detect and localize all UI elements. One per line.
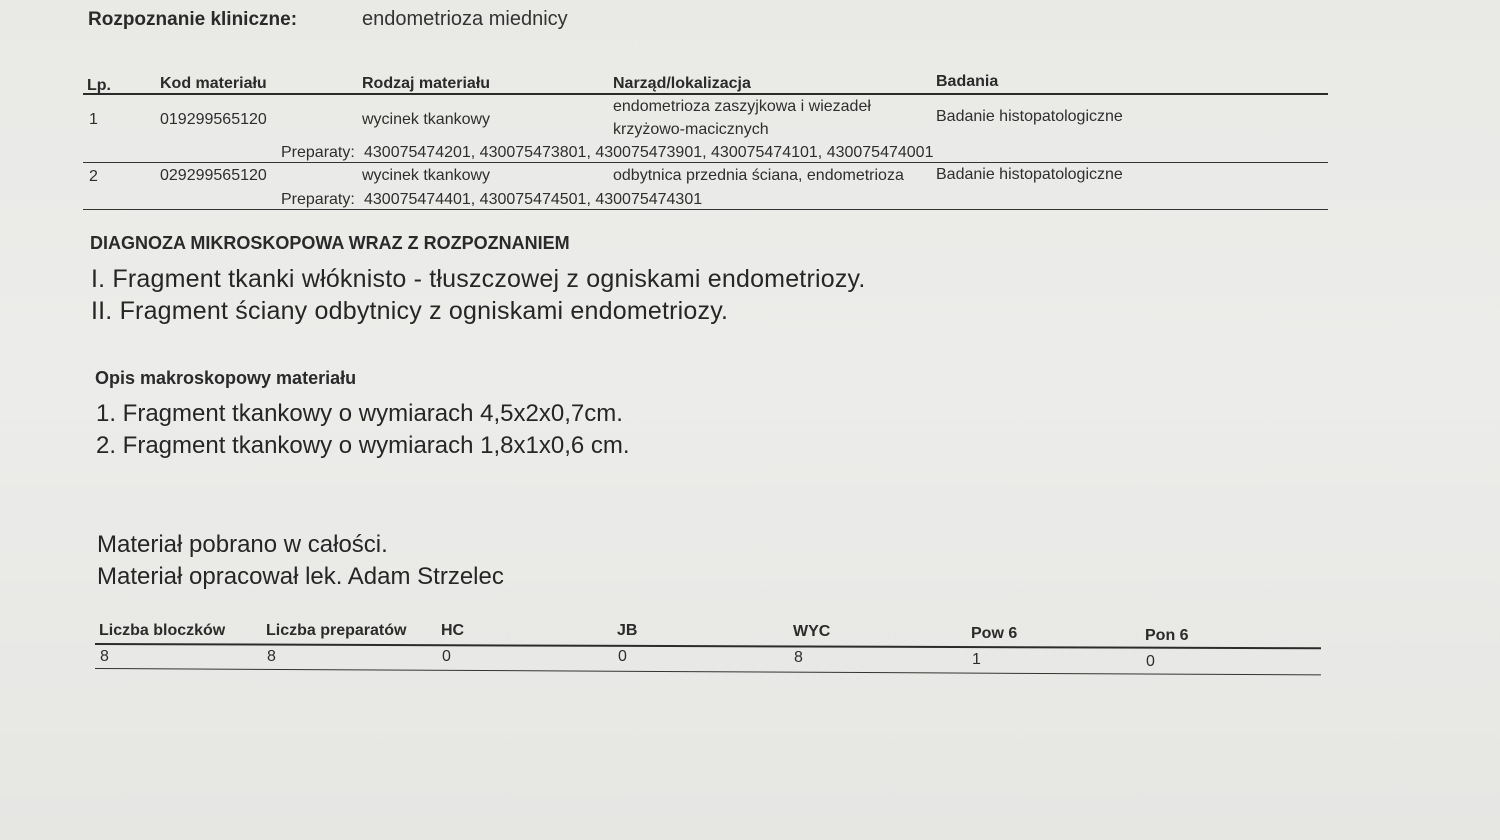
row1-prep-values: 430075474201, 430075473801, 430075473901, 430075474101, 430075474001 (364, 144, 934, 161)
row2-prep-label: Preparaty: (281, 191, 355, 208)
diagnosis-line-1: I. Fragment tkanki włóknisto - tłuszczowej z ogniskami endometriozy. (91, 265, 866, 293)
count-header-jb: JB (617, 622, 638, 639)
row1-prep-label: Preparaty: (281, 144, 355, 161)
count-value-pow6: 1 (972, 651, 981, 668)
count-header-pow6: Pow 6 (971, 625, 1018, 642)
diagnosis-heading: DIAGNOZA MIKROSKOPOWA WRAZ Z ROZPOZNANIEM (90, 233, 570, 253)
count-value-blocks: 8 (100, 648, 109, 665)
clinical-diagnosis-value: endometrioza miednicy (362, 8, 568, 30)
note-prepared-by: Materiał opracował lek. Adam Strzelec (97, 563, 504, 590)
row1-type: wycinek tkankowy (362, 111, 491, 128)
diagnosis-line-2: II. Fragment ściany odbytnicy z ogniskami endometriozy. (91, 297, 729, 325)
note-collected: Materiał pobrano w całości. (97, 531, 388, 558)
macro-heading: Opis makroskopowy materiału (95, 368, 357, 388)
count-header-slides: Liczba preparatów (266, 622, 407, 639)
row2-test: Badanie histopatologiczne (936, 166, 1123, 183)
count-value-wyc: 8 (794, 649, 803, 666)
row2-code: 029299565120 (160, 167, 267, 184)
col-header-tests: Badania (936, 73, 999, 90)
count-header-pon6: Pon 6 (1145, 627, 1189, 644)
count-header-blocks: Liczba bloczków (99, 622, 226, 639)
count-value-jb: 0 (618, 648, 627, 665)
col-header-location: Narząd/lokalizacja (613, 75, 751, 92)
row1-location-line2: krzyżowo-macicznych (613, 121, 769, 138)
clinical-diagnosis-label: Rozpoznanie kliniczne: (88, 9, 298, 30)
count-value-hc: 0 (442, 648, 451, 665)
row1-lp: 1 (89, 111, 98, 128)
col-header-type: Rodzaj materiału (362, 75, 491, 92)
counts-header-rule (95, 643, 1321, 649)
col-header-lp: Lp. (87, 77, 111, 94)
macro-line-2: 2. Fragment tkankowy o wymiarach 1,8x1x0,6 cm. (96, 432, 630, 459)
row1-test: Badanie histopatologiczne (936, 108, 1123, 125)
row2-divider (83, 209, 1328, 210)
row2-prep-values: 430075474401, 430075474501, 430075474301 (364, 191, 703, 208)
row1-location-line1: endometrioza zaszyjkowa i wiezadeł (613, 98, 871, 115)
row1-code: 019299565120 (160, 111, 267, 128)
row2-location: odbytnica przednia ściana, endometrioza (613, 167, 904, 184)
table-header-rule (83, 93, 1328, 95)
count-value-slides: 8 (267, 648, 276, 665)
count-header-hc: HC (441, 622, 465, 639)
macro-line-1: 1. Fragment tkankowy o wymiarach 4,5x2x0,7cm. (96, 400, 623, 427)
row2-lp: 2 (89, 168, 98, 185)
row1-divider (83, 162, 1328, 163)
counts-bottom-rule (95, 668, 1321, 675)
row2-type: wycinek tkankowy (362, 167, 491, 184)
count-value-pon6: 0 (1146, 653, 1155, 670)
count-header-wyc: WYC (793, 623, 831, 640)
col-header-code: Kod materiału (160, 75, 267, 92)
